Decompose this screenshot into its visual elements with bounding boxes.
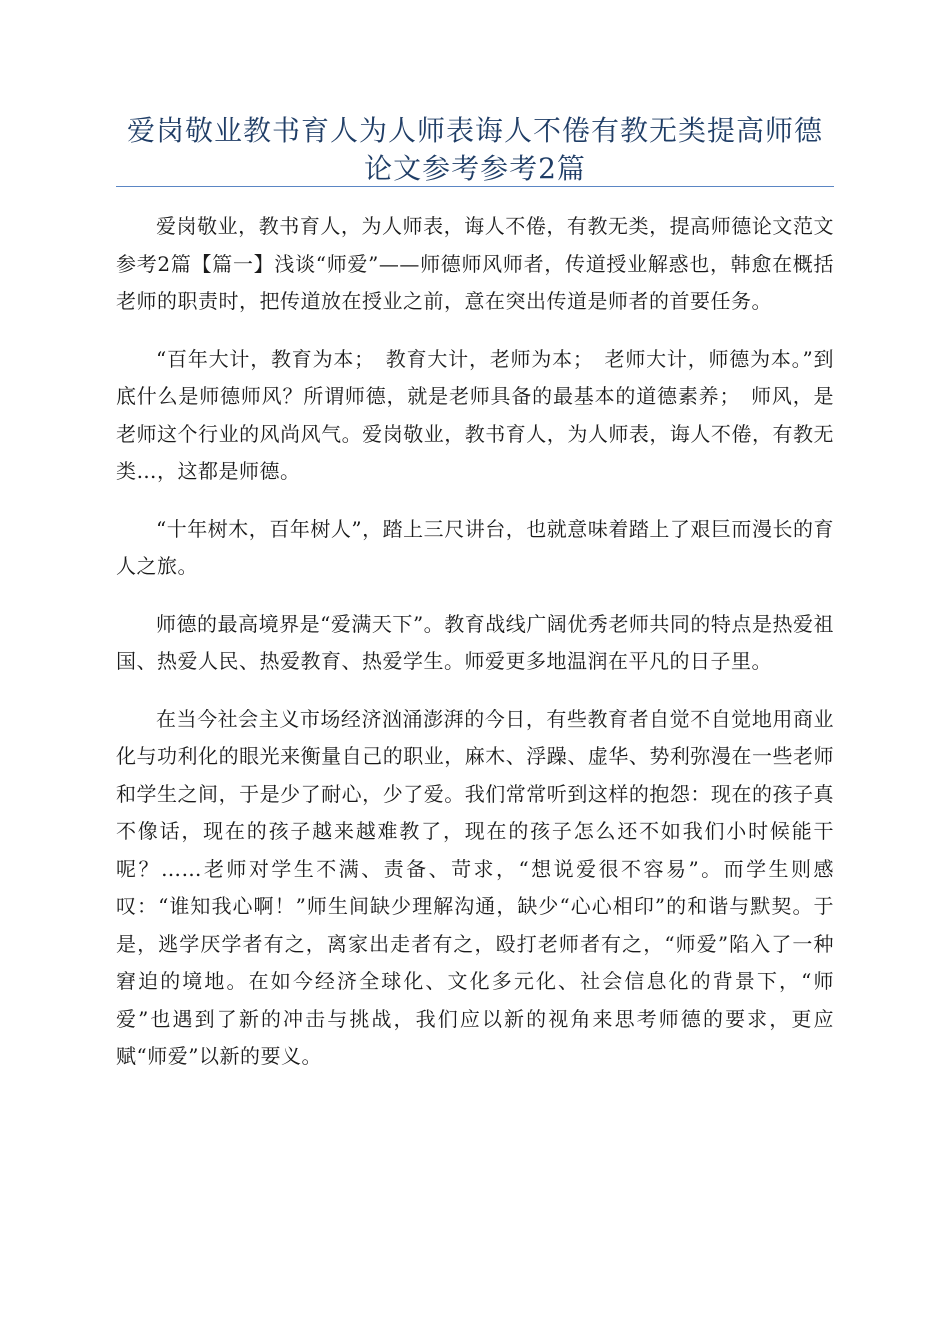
paragraph: 在当今社会主义市场经济汹涌澎湃的今日，有些教育者自觉不自觉地用商业化与功利化的眼光来衡量自己的职业，麻木、浮躁、虚华、势利弥漫在一些老师和学生之间，于是少了耐心，少了爱。我们常常听到这样的抱怨：现在的孩子真不像话，现在的孩子越来越难教了，现在的孩子怎么还不如我们小时候能干呢？……老师对学生不满、责备、苛求，“想说爱很不容易”。而学生则感叹：“谁知我心啊！”师生间缺少理解沟通，缺少“心心相印”的和谐与默契。于是，逃学厌学者有之，离家出走者有之，殴打老师者有之，“师爱”陷入了一种窘迫的境地。在如今经济全球化、文化多元化、社会信息化的背景下，“师爱”也遇到了新的冲击与挑战，我们应以新的视角来思考师德的要求，更应赋“师爱”以新的要义。 (116, 706, 834, 1068)
paragraph: “十年树木，百年树人”，踏上三尺讲台，也就意味着踏上了艰巨而漫长的育人之旅。 (116, 516, 834, 578)
paragraph: “百年大计，教育为本； 教育大计，老师为本； 老师大计，师德为本。”到底什么是师德师风？所谓师德，就是老师具备的最基本的道德素养； 师风，是老师这个行业的风尚风气。爱岗敬业，教书育人，为人师表，诲人不倦，有教无类…，这都是师德。 (116, 346, 834, 483)
title-underline (116, 186, 834, 187)
paragraph: 爱岗敬业，教书育人，为人师表，诲人不倦，有教无类，提高师德论文范文参考2篇【篇一】浅谈“师爱”——师德师风师者，传道授业解惑也，韩愈在概括老师的职责时，把传道放在授业之前，意在突出传道是师者的首要任务。 (116, 214, 834, 313)
paragraph: 师德的最高境界是“爱满天下”。教育战线广阔优秀老师共同的特点是热爱祖国、热爱人民、热爱教育、热爱学生。师爱更多地温润在平凡的日子里。 (116, 611, 834, 673)
document-title: 爱岗敬业教书育人为人师表诲人不倦有教无类提高师德论文参考参考2篇 (126, 114, 823, 185)
document-body (116, 208, 834, 1096)
